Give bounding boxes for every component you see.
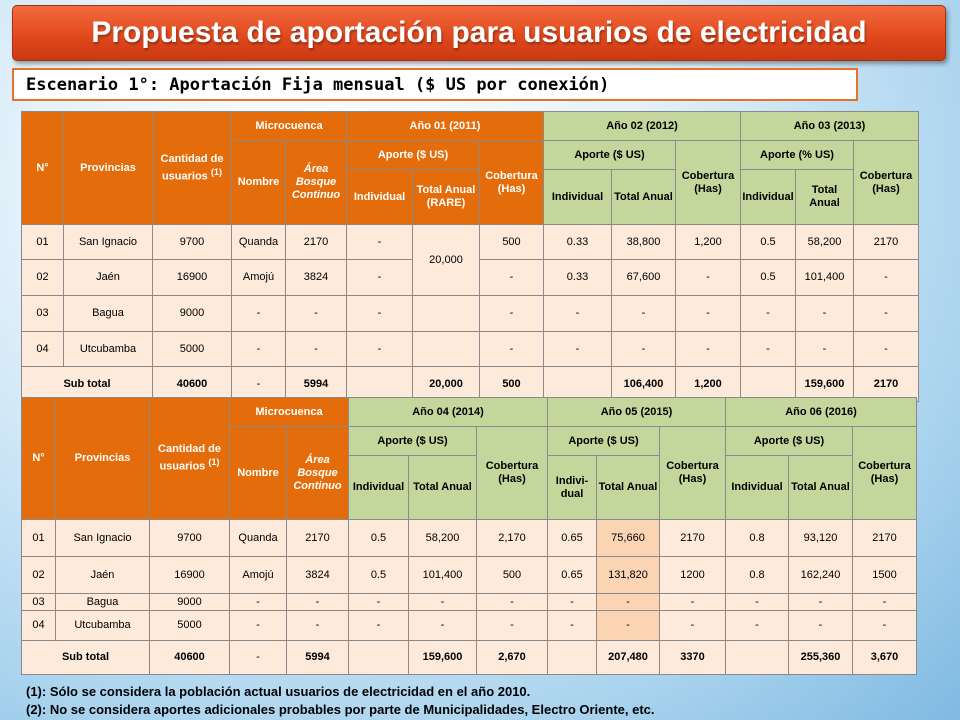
- header-nombre: Nombre: [230, 427, 287, 520]
- header-y1-cobertura: Cobertura (Has): [480, 141, 544, 225]
- header-y2-cobertura: Cobertura (Has): [676, 141, 741, 225]
- cell-y3-total: -: [796, 332, 854, 367]
- table-row: [22, 557, 917, 594]
- cell-y4-cobertura: 500: [477, 557, 548, 594]
- cell-area: 2170: [287, 520, 349, 557]
- cell-provincia: Utcubamba: [56, 611, 150, 641]
- cell-provincia: Bagua: [64, 296, 153, 332]
- cell-y1-cobertura: -: [480, 260, 544, 296]
- contribution-table-years-1-3: [21, 111, 919, 402]
- header-area: Área Bosque Continuo: [287, 427, 349, 520]
- cell-y3-individual: -: [741, 296, 796, 332]
- header-provincias: Provincias: [56, 398, 150, 520]
- subtotal-users: 40600: [153, 367, 232, 402]
- cell-users: 9000: [150, 594, 230, 611]
- subtotal-y1-total: 20,000: [413, 367, 480, 402]
- subtotal-y3-total: 159,600: [796, 367, 854, 402]
- cell-y1-total-merged: 20,000: [413, 225, 480, 296]
- cell-nombre: Amojú: [230, 557, 287, 594]
- header-y4-individual: Individual: [349, 456, 409, 520]
- header-microcuenca: Microcuenca: [230, 398, 349, 427]
- subtotal-y6-individual: [726, 641, 789, 675]
- footnote-2: (2): No se considera aportes adicionales probables por parte de Municipalidades, Electro Oriente, etc.: [26, 702, 655, 717]
- subtotal-nombre: -: [232, 367, 286, 402]
- cell-y2-individual: 0.33: [544, 260, 612, 296]
- cell-y3-cobertura: -: [854, 332, 919, 367]
- header-y5-individual: Indivi- dual: [548, 456, 597, 520]
- cell-area: -: [286, 332, 347, 367]
- cell-y5-total: -: [597, 594, 660, 611]
- cell-y3-individual: 0.5: [741, 225, 796, 260]
- cell-users: 16900: [153, 260, 232, 296]
- subtotal-y2-total: 106,400: [612, 367, 676, 402]
- cell-y6-total: 162,240: [789, 557, 853, 594]
- cell-nombre: -: [232, 332, 286, 367]
- header-y4-aporte: Aporte ($ US): [349, 427, 477, 456]
- header-y3-total: Total Anual: [796, 170, 854, 225]
- header-y5-cobertura: Cobertura (Has): [660, 427, 726, 520]
- cell-nombre: -: [230, 611, 287, 641]
- header-year-3: Año 03 (2013): [741, 112, 919, 141]
- cell-y2-cobertura: -: [676, 332, 741, 367]
- cell-y1-individual: -: [347, 296, 413, 332]
- cell-users: 9000: [153, 296, 232, 332]
- cell-provincia: Jaén: [56, 557, 150, 594]
- header-users: Cantidad de usuarios $^{(1)}$: [150, 398, 230, 520]
- scenario-heading: Escenario 1°: Aportación Fija mensual ($ US por conexión): [12, 68, 858, 101]
- cell-y5-total: -: [597, 611, 660, 641]
- cell-nombre: -: [230, 594, 287, 611]
- header-users: Cantidad de usuarios $^{(1)}$: [153, 112, 232, 225]
- cell-no: 02: [22, 260, 64, 296]
- header-y1-individual: Individual: [347, 170, 413, 225]
- subtotal-y6-cobertura: 3,670: [853, 641, 917, 675]
- cell-users: 9700: [150, 520, 230, 557]
- header-year-5: Año 05 (2015): [548, 398, 726, 427]
- header-y6-individual: Individual: [726, 456, 789, 520]
- table-row: [22, 332, 919, 367]
- cell-no: 01: [22, 225, 64, 260]
- cell-y2-cobertura: 1,200: [676, 225, 741, 260]
- cell-y3-cobertura: -: [854, 296, 919, 332]
- header-year-2: Año 02 (2012): [544, 112, 741, 141]
- cell-y4-total: 58,200: [409, 520, 477, 557]
- page-title: Propuesta de aportación para usuarios de electricidad: [12, 5, 946, 61]
- cell-area: -: [287, 594, 349, 611]
- cell-nombre: Quanda: [230, 520, 287, 557]
- cell-y6-cobertura: 1500: [853, 557, 917, 594]
- subtotal-y5-total: 207,480: [597, 641, 660, 675]
- cell-area: 3824: [286, 260, 347, 296]
- table-row: [22, 594, 917, 611]
- cell-y6-total: -: [789, 594, 853, 611]
- cell-area: 2170: [286, 225, 347, 260]
- subtotal-users: 40600: [150, 641, 230, 675]
- cell-y1-individual: -: [347, 332, 413, 367]
- header-nombre: Nombre: [232, 141, 286, 225]
- cell-y2-total: -: [612, 332, 676, 367]
- cell-y6-cobertura: -: [853, 594, 917, 611]
- cell-y4-individual: -: [349, 594, 409, 611]
- cell-no: 01: [22, 520, 56, 557]
- subtotal-nombre: -: [230, 641, 287, 675]
- cell-no: 03: [22, 296, 64, 332]
- cell-y4-individual: 0.5: [349, 557, 409, 594]
- header-no: N°: [22, 398, 56, 520]
- cell-y3-total: 58,200: [796, 225, 854, 260]
- cell-provincia: San Ignacio: [64, 225, 153, 260]
- cell-y2-cobertura: -: [676, 260, 741, 296]
- footnote-1: (1): Sólo se considera la población actual usuarios de electricidad en el año 2010.: [26, 684, 531, 699]
- header-year-6: Año 06 (2016): [726, 398, 917, 427]
- header-y6-cobertura: Cobertura (Has): [853, 427, 917, 520]
- table-row: [22, 225, 919, 260]
- cell-y6-individual: -: [726, 594, 789, 611]
- cell-y5-cobertura: -: [660, 611, 726, 641]
- cell-y5-total: 131,820: [597, 557, 660, 594]
- subtotal-y2-cobertura: 1,200: [676, 367, 741, 402]
- cell-y4-individual: -: [349, 611, 409, 641]
- subtotal-y4-individual: [349, 641, 409, 675]
- cell-y1-individual: -: [347, 225, 413, 260]
- cell-nombre: Quanda: [232, 225, 286, 260]
- subtotal-y3-cobertura: 2170: [854, 367, 919, 402]
- header-y5-total: Total Anual: [597, 456, 660, 520]
- cell-y5-individual: -: [548, 594, 597, 611]
- cell-y4-individual: 0.5: [349, 520, 409, 557]
- header-y1-total: Total Anual (RARE): [413, 170, 480, 225]
- cell-y6-cobertura: 2170: [853, 520, 917, 557]
- cell-area: 3824: [287, 557, 349, 594]
- cell-y3-cobertura: 2170: [854, 225, 919, 260]
- cell-no: 04: [22, 332, 64, 367]
- cell-y4-total: -: [409, 611, 477, 641]
- header-y5-aporte: Aporte ($ US): [548, 427, 660, 456]
- cell-area: -: [287, 611, 349, 641]
- cell-users: 5000: [153, 332, 232, 367]
- subtotal-label: Sub total: [22, 641, 150, 675]
- header-area: Área Bosque Continuo: [286, 141, 347, 225]
- cell-y1-cobertura: 500: [480, 225, 544, 260]
- header-y2-aporte: Aporte ($ US): [544, 141, 676, 170]
- cell-y5-cobertura: -: [660, 594, 726, 611]
- header-y3-individual: Individual: [741, 170, 796, 225]
- header-y4-cobertura: Cobertura (Has): [477, 427, 548, 520]
- cell-y2-individual: -: [544, 332, 612, 367]
- header-year-4: Año 04 (2014): [349, 398, 548, 427]
- cell-y3-total: 101,400: [796, 260, 854, 296]
- cell-y2-total: 67,600: [612, 260, 676, 296]
- cell-y5-individual: 0.65: [548, 520, 597, 557]
- subtotal-label: Sub total: [22, 367, 153, 402]
- cell-y2-individual: -: [544, 296, 612, 332]
- cell-y6-total: 93,120: [789, 520, 853, 557]
- cell-provincia: Bagua: [56, 594, 150, 611]
- subtotal-row: [22, 641, 917, 675]
- table-row: [22, 296, 919, 332]
- cell-y5-cobertura: 2170: [660, 520, 726, 557]
- cell-y5-individual: -: [548, 611, 597, 641]
- cell-users: 16900: [150, 557, 230, 594]
- subtotal-y5-individual: [548, 641, 597, 675]
- cell-y6-total: -: [789, 611, 853, 641]
- cell-y2-cobertura: -: [676, 296, 741, 332]
- header-y2-total: Total Anual: [612, 170, 676, 225]
- header-y6-aporte: Aporte ($ US): [726, 427, 853, 456]
- subtotal-y4-total: 159,600: [409, 641, 477, 675]
- cell-y3-cobertura: -: [854, 260, 919, 296]
- cell-y5-total: 75,660: [597, 520, 660, 557]
- cell-y1-cobertura: -: [480, 296, 544, 332]
- cell-y6-individual: 0.8: [726, 520, 789, 557]
- header-y3-aporte: Aporte (% US): [741, 141, 854, 170]
- cell-y1-cobertura: -: [480, 332, 544, 367]
- subtotal-y1-cobertura: 500: [480, 367, 544, 402]
- cell-y3-total: -: [796, 296, 854, 332]
- cell-y5-individual: 0.65: [548, 557, 597, 594]
- header-microcuenca: Microcuenca: [232, 112, 347, 141]
- cell-area: -: [286, 296, 347, 332]
- header-y3-cobertura: Cobertura (Has): [854, 141, 919, 225]
- subtotal-y6-total: 255,360: [789, 641, 853, 675]
- cell-no: 02: [22, 557, 56, 594]
- header-provincias: Provincias: [64, 112, 153, 225]
- cell-provincia: San Ignacio: [56, 520, 150, 557]
- cell-y1-total: [413, 332, 480, 367]
- cell-y4-cobertura: -: [477, 611, 548, 641]
- cell-users: 5000: [150, 611, 230, 641]
- cell-users: 9700: [153, 225, 232, 260]
- cell-y4-cobertura: -: [477, 594, 548, 611]
- header-y6-total: Total Anual: [789, 456, 853, 520]
- cell-no: 04: [22, 611, 56, 641]
- header-y1-aporte: Aporte ($ US): [347, 141, 480, 170]
- cell-y4-total: -: [409, 594, 477, 611]
- subtotal-y4-cobertura: 2,670: [477, 641, 548, 675]
- contribution-table-years-4-6: [21, 397, 917, 675]
- cell-nombre: -: [232, 296, 286, 332]
- cell-no: 03: [22, 594, 56, 611]
- cell-y4-total: 101,400: [409, 557, 477, 594]
- cell-y1-total: [413, 296, 480, 332]
- cell-y6-individual: -: [726, 611, 789, 641]
- cell-y3-individual: 0.5: [741, 260, 796, 296]
- cell-provincia: Utcubamba: [64, 332, 153, 367]
- cell-nombre: Amojú: [232, 260, 286, 296]
- cell-y1-individual: -: [347, 260, 413, 296]
- cell-y6-individual: 0.8: [726, 557, 789, 594]
- subtotal-y5-cobertura: 3370: [660, 641, 726, 675]
- cell-y6-cobertura: -: [853, 611, 917, 641]
- cell-y2-individual: 0.33: [544, 225, 612, 260]
- subtotal-area: 5994: [286, 367, 347, 402]
- cell-y4-cobertura: 2,170: [477, 520, 548, 557]
- cell-provincia: Jaén: [64, 260, 153, 296]
- cell-y2-total: 38,800: [612, 225, 676, 260]
- header-y4-total: Total Anual: [409, 456, 477, 520]
- cell-y2-total: -: [612, 296, 676, 332]
- header-y2-individual: Individual: [544, 170, 612, 225]
- cell-y5-cobertura: 1200: [660, 557, 726, 594]
- header-year-1: Año 01 (2011): [347, 112, 544, 141]
- subtotal-area: 5994: [287, 641, 349, 675]
- header-no: N°: [22, 112, 64, 225]
- table-row: [22, 520, 917, 557]
- cell-y3-individual: -: [741, 332, 796, 367]
- table-row: [22, 611, 917, 641]
